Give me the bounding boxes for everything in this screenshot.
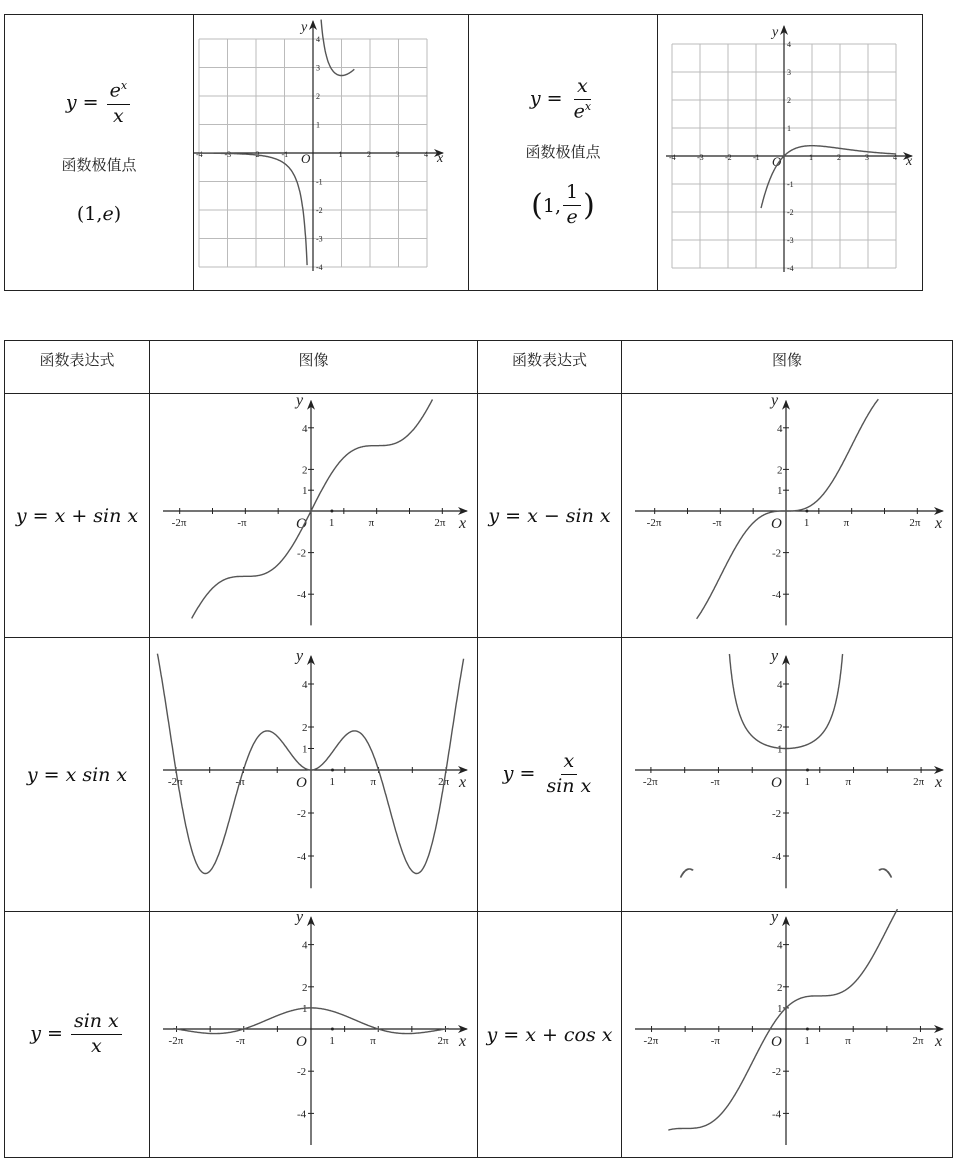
x-tick-label: -2π: [168, 1035, 184, 1047]
y-axis-label: y: [771, 647, 779, 665]
x-tick-dot: [330, 510, 333, 513]
y-tick-label: -4: [772, 1108, 782, 1121]
y-tick-label: 2: [302, 722, 308, 734]
top-formula-cell-2: [469, 15, 657, 290]
expr-x-minus-sinx: y = x − sin x: [488, 504, 611, 527]
expr-x-over-sinx: y = $\frac{x}{\text{sin x}}$: [502, 750, 592, 797]
y-tick-label: -4: [297, 1108, 307, 1121]
x-tick-label: -π: [235, 776, 245, 788]
y-tick-label: 3: [316, 63, 320, 73]
x-tick-label: π: [368, 517, 375, 529]
origin-label: O: [772, 154, 782, 169]
top-formula-1: y = $\frac{e^x}{x}$: [66, 80, 132, 127]
main-table: [4, 340, 953, 1158]
y-tick-label: -4: [297, 589, 307, 602]
y-tick-label: -2: [772, 808, 782, 820]
x-tick-label: -2: [253, 150, 260, 159]
y-tick-label: 1: [302, 485, 308, 498]
graph-x-plus-cosx: [625, 908, 951, 1157]
x-tick-label: -2π: [171, 517, 187, 529]
x-tick-label: 1: [329, 776, 335, 788]
x-tick-label: -4: [669, 153, 676, 162]
x-tick-label: π: [845, 1035, 851, 1047]
origin-label: O: [296, 775, 307, 791]
y-tick-label: -1: [787, 180, 794, 189]
expr-sinx-over-x: y = $\frac{\text{sin x}}{x}$: [30, 1011, 124, 1058]
y-tick-label: 4: [316, 35, 320, 44]
function-curve: [681, 869, 693, 878]
x-axis-label: x: [935, 774, 943, 791]
graph-x-sinx: [153, 638, 475, 911]
x-tick-label: 1: [338, 150, 343, 159]
y-tick-label: -4: [787, 264, 794, 273]
y-tick-label: 2: [302, 981, 308, 994]
y-tick-label: 1: [777, 1002, 783, 1015]
x-tick-label: -2π: [646, 517, 662, 529]
origin-label: O: [296, 516, 307, 532]
x-tick-label: -2π: [167, 776, 183, 788]
expr-cell-x-plus-cosx: [478, 912, 621, 1157]
x-axis-label: x: [459, 774, 467, 791]
expr-cell-x-over-sinx: [478, 638, 621, 911]
x-tick-label: -π: [710, 776, 720, 788]
top-formula-cell-1: [5, 15, 193, 290]
y-tick-label: 2: [777, 464, 783, 477]
x-tick-dot: [331, 769, 334, 772]
x-tick-label: -2: [725, 153, 732, 162]
y-tick-label: 2: [302, 464, 308, 477]
y-tick-label: 1: [777, 485, 783, 498]
x-tick-label: -π: [235, 1035, 245, 1047]
graph-exp-over-x: [197, 15, 467, 290]
x-tick-label: 2: [837, 153, 841, 162]
x-tick-label: -1: [753, 153, 760, 162]
origin-label: O: [771, 516, 782, 532]
x-tick-label: 1: [329, 1035, 335, 1047]
x-tick-label: 4: [424, 150, 428, 159]
x-tick-dot: [331, 1028, 334, 1031]
y-tick-label: -3: [316, 234, 323, 244]
x-axis-label: x: [906, 154, 913, 169]
function-curve: [192, 400, 433, 619]
y-axis-label: y: [771, 392, 779, 409]
header-expression-2: 函数表达式: [511, 350, 587, 369]
graph-sinx-over-x: [153, 908, 475, 1157]
y-tick-label: 1: [302, 1002, 308, 1015]
x-tick-label: 1: [328, 517, 335, 529]
expr-cell-x-plus-sinx: [5, 394, 149, 637]
x-tick-label: 2π: [912, 1035, 924, 1047]
y-axis-label: y: [772, 25, 779, 40]
y-tick-label: 4: [777, 939, 783, 952]
x-tick-label: 1: [804, 1035, 810, 1047]
y-tick-label: 4: [302, 422, 308, 435]
header-expression-1: 函数表达式: [39, 350, 115, 369]
y-tick-label: 2: [316, 92, 320, 101]
x-tick-label: 3: [395, 150, 400, 159]
y-axis-label: y: [301, 20, 308, 35]
y-tick-label: -4: [316, 263, 323, 272]
y-tick-label: 2: [777, 981, 783, 994]
y-tick-label: 4: [787, 40, 791, 49]
origin-label: O: [771, 775, 782, 791]
function-curve: [697, 399, 879, 619]
top-formula-2: y = $\frac{x}{e^x}$: [529, 75, 592, 123]
x-axis-label: x: [935, 1033, 943, 1050]
y-tick-label: 4: [302, 939, 308, 952]
function-curve: [668, 909, 897, 1130]
x-axis-label: x: [437, 151, 444, 166]
x-tick-label: -3: [697, 153, 704, 162]
expr-x-plus-cosx: y = x + cos x: [486, 1023, 613, 1046]
x-tick-label: π: [843, 517, 850, 529]
top-table: [4, 14, 923, 291]
function-curve: [879, 869, 891, 878]
x-tick-label: 2π: [438, 776, 450, 788]
x-tick-label: 1: [804, 776, 810, 788]
y-axis-label: y: [296, 392, 304, 409]
y-tick-label: -4: [772, 589, 782, 602]
expr-x-plus-sinx: y = x + sin x: [15, 504, 139, 527]
origin-label: O: [296, 1034, 307, 1050]
y-tick-label: 3: [787, 68, 791, 77]
extremum-label-2: 函数极值点: [525, 143, 601, 162]
x-tick-dot: [806, 769, 809, 772]
x-tick-label: π: [370, 1035, 376, 1047]
function-curve: [199, 20, 354, 266]
y-tick-label: 4: [777, 679, 783, 691]
y-tick-label: -2: [297, 1066, 307, 1079]
x-tick-label: -π: [712, 517, 722, 529]
x-tick-label: 2: [367, 150, 371, 159]
y-tick-label: -1: [316, 177, 323, 187]
y-tick-label: -3: [787, 236, 794, 245]
x-tick-dot: [805, 510, 808, 513]
x-tick-label: 1: [809, 153, 813, 162]
y-tick-label: -4: [772, 851, 782, 863]
x-tick-label: -3: [224, 150, 232, 159]
y-tick-label: -2: [772, 1066, 782, 1079]
y-tick-label: -2: [297, 547, 307, 560]
y-tick-label: -2: [316, 206, 323, 215]
x-tick-label: 2π: [909, 517, 921, 529]
origin-label: O: [771, 1034, 782, 1050]
expr-cell-sinx-over-x: [5, 912, 149, 1157]
graph-x-over-exp: [661, 15, 923, 290]
y-tick-label: 1: [777, 743, 783, 756]
expr-cell-x-sinx: [5, 638, 149, 911]
x-axis-label: x: [459, 515, 467, 532]
x-tick-label: -π: [710, 1035, 720, 1047]
x-tick-dot: [806, 1028, 809, 1031]
y-tick-label: -4: [297, 851, 307, 863]
x-tick-label: 1: [803, 517, 810, 529]
y-axis-label: y: [771, 908, 779, 926]
header-graph-2: 图像: [771, 350, 802, 369]
graph-x-minus-sinx: [625, 394, 951, 637]
y-tick-label: -2: [297, 808, 307, 820]
x-tick-label: 3: [865, 153, 869, 162]
y-tick-label: 1: [302, 743, 308, 756]
y-tick-label: 2: [777, 722, 783, 734]
y-tick-label: 1: [787, 124, 791, 133]
x-axis-label: x: [459, 1033, 467, 1050]
y-tick-label: 4: [302, 679, 308, 691]
y-tick-label: -2: [772, 547, 782, 560]
x-tick-label: 2π: [434, 517, 446, 529]
graph-x-plus-sinx: [153, 394, 475, 637]
x-tick-label: 2π: [437, 1035, 449, 1047]
header-graph-1: 图像: [298, 350, 329, 369]
y-axis-label: y: [296, 647, 304, 665]
x-tick-label: -2π: [642, 776, 658, 788]
expr-cell-x-minus-sinx: [478, 394, 621, 637]
expr-x-sinx: y = x sin x: [26, 763, 128, 786]
y-tick-label: 4: [777, 422, 783, 435]
x-tick-label: -4: [196, 150, 203, 159]
x-tick-label: -1: [281, 150, 289, 159]
x-tick-label: π: [845, 776, 852, 788]
extremum-point-2: ( 1 , $\frac{1}{e}$ ): [531, 181, 595, 228]
x-tick-label: π: [370, 776, 377, 788]
y-tick-label: 1: [316, 120, 320, 130]
y-tick-label: -2: [787, 208, 794, 217]
y-axis-label: y: [296, 908, 304, 926]
x-axis-label: x: [935, 515, 943, 532]
graph-x-over-sinx: [625, 638, 951, 911]
extremum-point-1: (1,e): [76, 202, 122, 225]
y-tick-label: 2: [787, 96, 791, 105]
x-tick-label: 4: [893, 153, 897, 162]
x-tick-label: -2π: [643, 1035, 659, 1047]
x-tick-label: -π: [237, 517, 247, 529]
extremum-label-1: 函数极值点: [61, 155, 137, 174]
origin-label: O: [301, 151, 311, 166]
x-tick-label: 2π: [913, 776, 925, 788]
